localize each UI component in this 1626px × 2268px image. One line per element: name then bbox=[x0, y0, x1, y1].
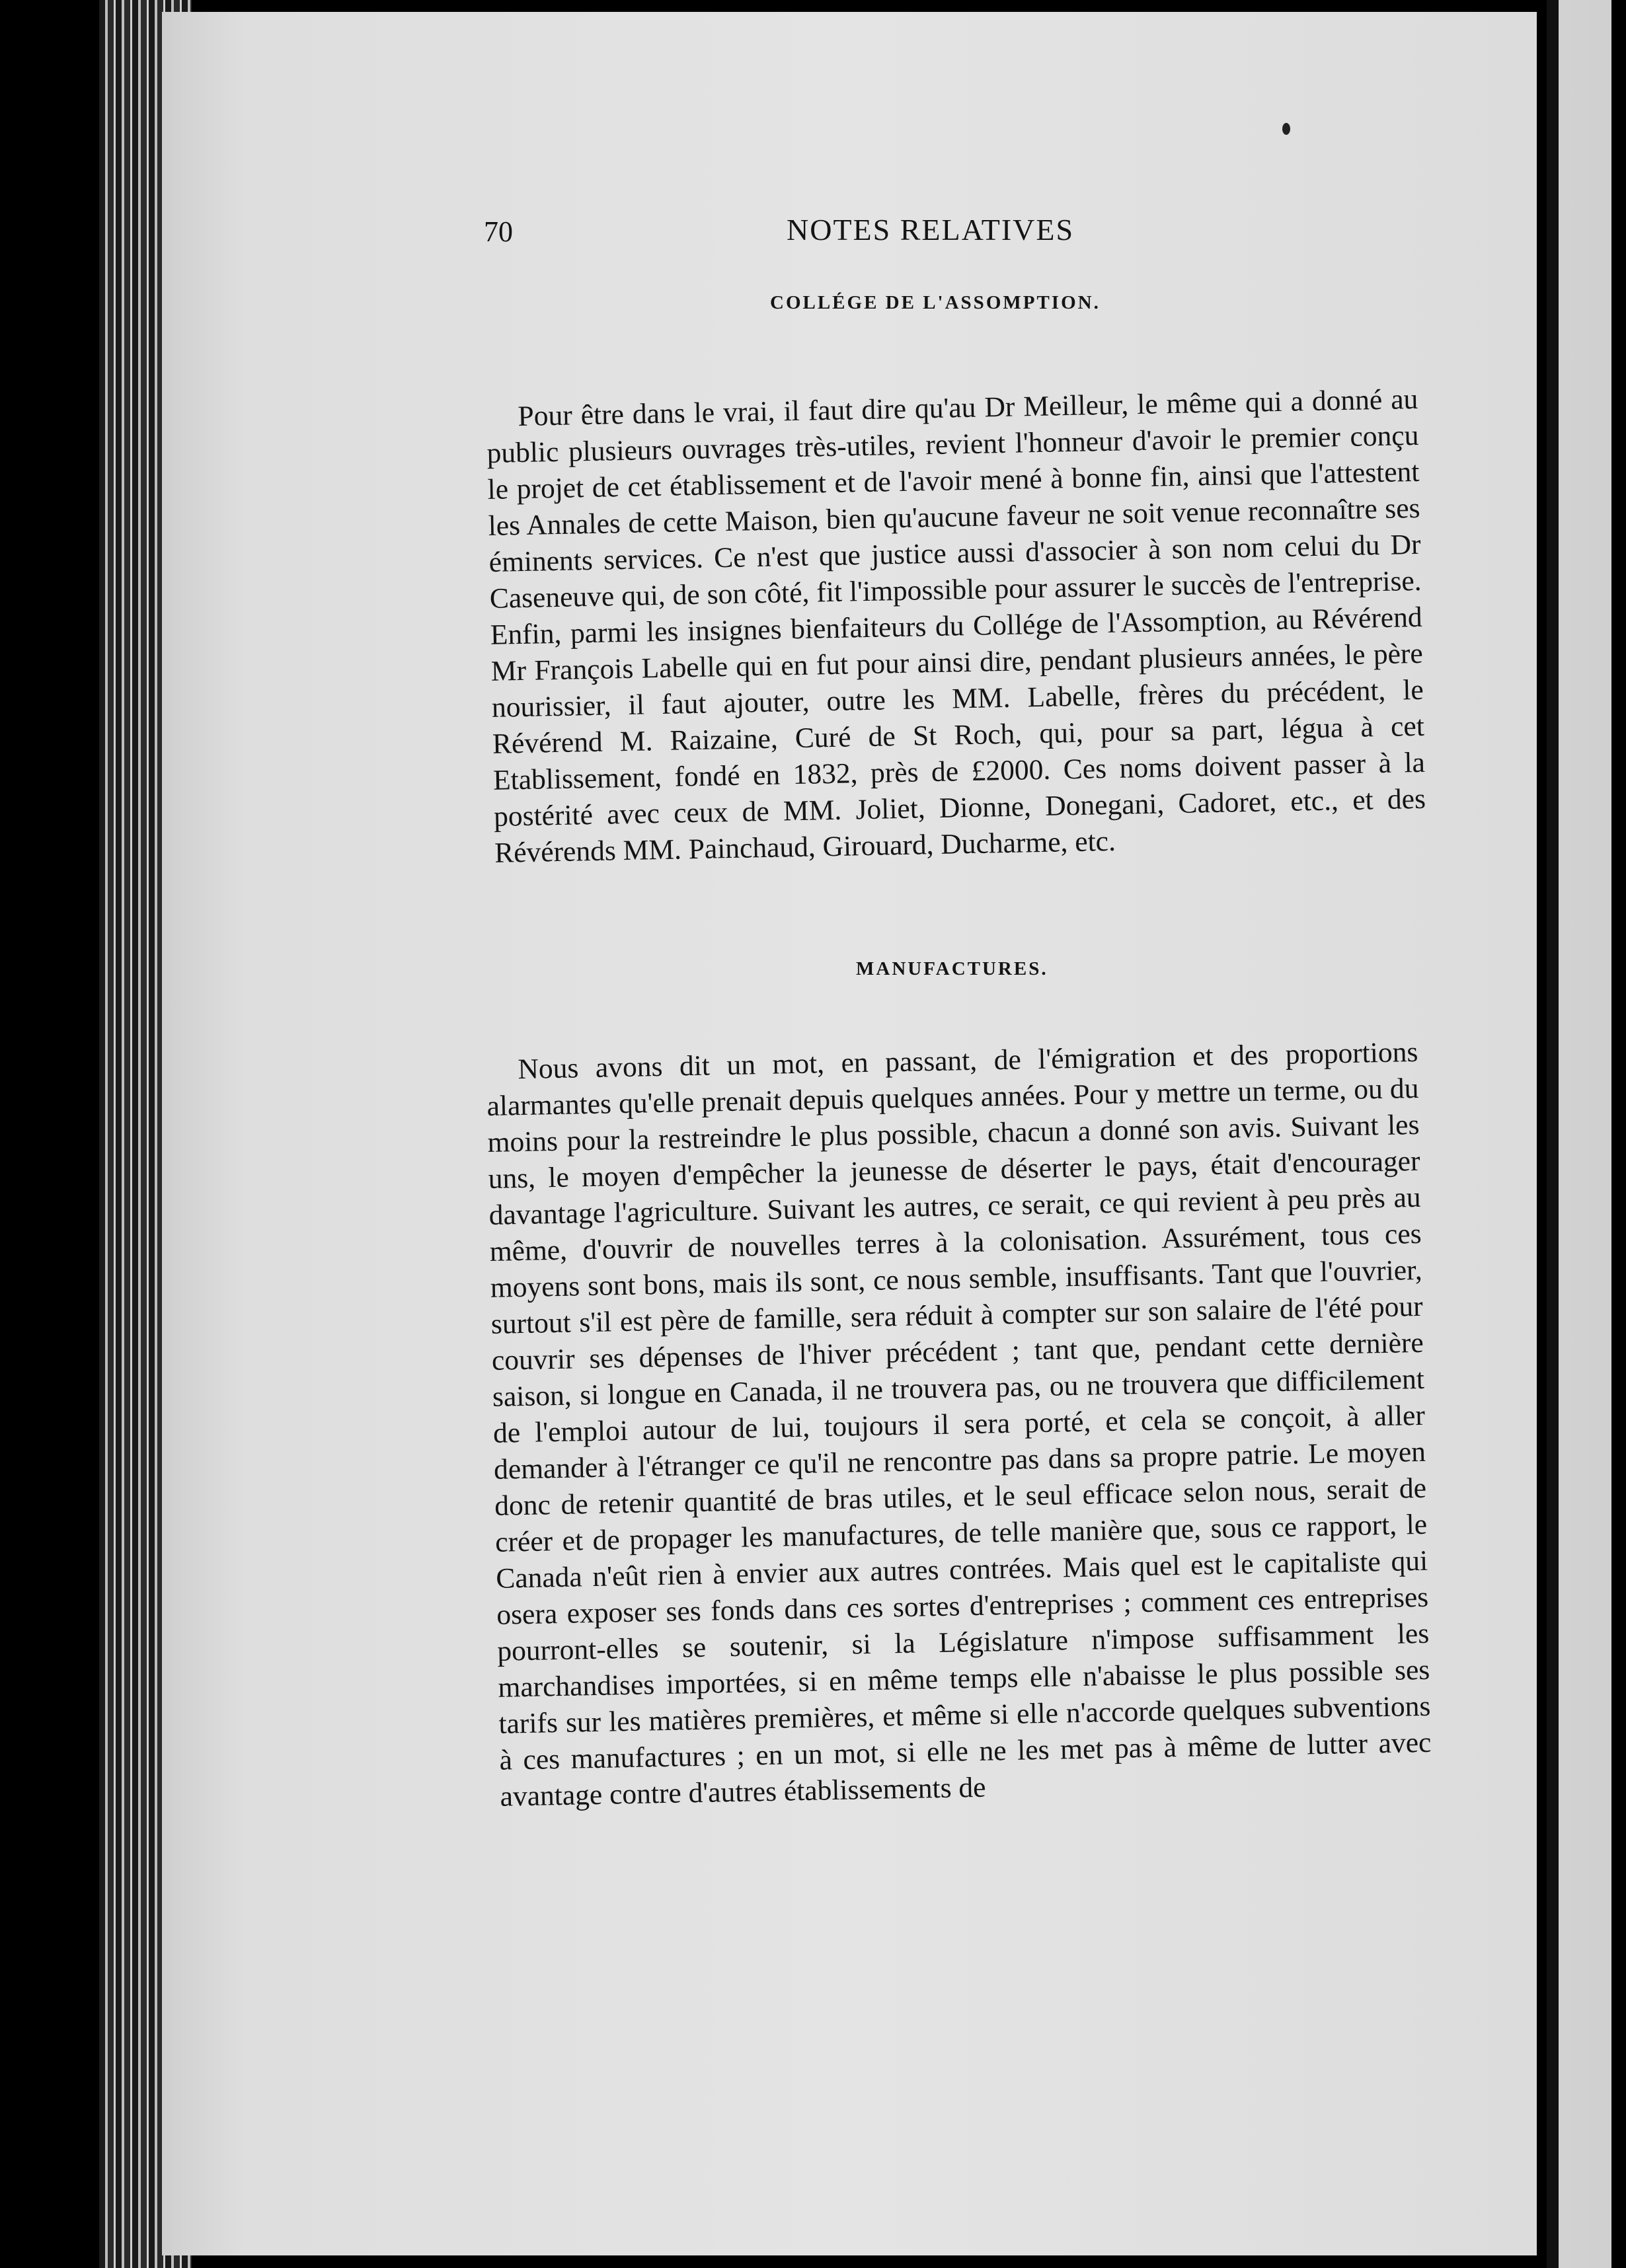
section-heading-manufactures: MANUFACTURES. bbox=[856, 958, 1048, 979]
ink-speck bbox=[1282, 123, 1290, 135]
section-heading-college: COLLÉGE DE L'ASSOMPTION. bbox=[770, 292, 1101, 313]
facing-page-edge bbox=[1547, 0, 1626, 2268]
paragraph-manufactures: Nous avons dit un mot, en passant, de l'émigration et des proportions alarmantes qu'elle prenait depuis quelques années. Pour y mettre un terme, ou du moins pour la restreindre le plus possible, chacun a donné son avis. Suivant les uns, le moyen d'empêcher la jeunesse de déserter le pays, était d'encourager davantage l'agriculture. Suivant les autres, ce serait, ce qui revient à peu près au même, d'ouvrir de nouvelles terres à la colonisation. Assurément, tous ces moyens sont bons, mais ils sont, ce nous semble, insuffisants. Tant que l'ouvrier, surtout s'il est père de famille, sera réduit à compter sur son salaire de l'été pour couvrir ses dépenses de l'hiver précédent ; tant que, pendant cette dernière saison, si longue en Canada, il ne trouvera pas, ou ne trouvera que difficilement de l'emploi autour de lui, toujours il sera porté, et cela se conçoit, à aller demander à l'étranger ce qu'il ne rencontre pas dans sa propre patrie. Le moyen donc de retenir quantité de bras utiles, et le seul efficace selon nous, serait de créer et de propager les manufactures, de telle manière que, sous ce rapport, le Canada n'eût rien à envier aux autres contrées. Mais quel est le capitaliste qui osera exposer ses fonds dans ces sortes d'entreprises ; comment ces entreprises pourront-elles se soutenir, si la Législature n'impose suffisamment les marchandises importées, si en même temps elle n'abaisse le plus possible ses tarifs sur les matières premières, et même si elle n'accorde quelques subventions à ces manufactures ; en un mot, si elle ne les met pas à même de lutter avec avantage contre d'autres établissements de bbox=[486, 1036, 1432, 1813]
page-number: 70 bbox=[484, 215, 513, 248]
paragraph-college: Pour être dans le vrai, il faut dire qu'au Dr Meilleur, le même qui a donné au public plusieurs ouvrages très-utiles, revient l'honneur d'avoir le premier conçu le projet de cet établissement et de l'avoir mené à bonne fin, ainsi que l'attestent les Annales de cette Maison, bien qu'aucune faveur ne soit venue reconnaître ses éminents services. Ce n'est que justice aussi d'associer à son nom celui du Dr Caseneuve qui, de son côté, fit l'impossible pour assurer le succès de l'entreprise. Enfin, parmi les insignes bienfaiteurs du Collége de l'Assomption, au Révérend Mr François Labelle qui en fut pour ainsi dire, pendant plusieurs années, le père nourissier, il faut ajouter, outre les MM. Labelle, frères du précédent, le Révérend M. Raizaine, Curé de St Roch, qui, pour sa part, légua à cet Etablissement, fondé en 1832, près de £2000. Ces noms doivent passer à la postérité avec ceux de MM. Joliet, Dionne, Donegani, Cadoret, etc., et des Révérends MM. Painchaud, Girouard, Ducharme, etc. bbox=[486, 383, 1426, 869]
running-title: NOTES RELATIVES bbox=[787, 213, 1075, 246]
running-head bbox=[484, 215, 1475, 254]
